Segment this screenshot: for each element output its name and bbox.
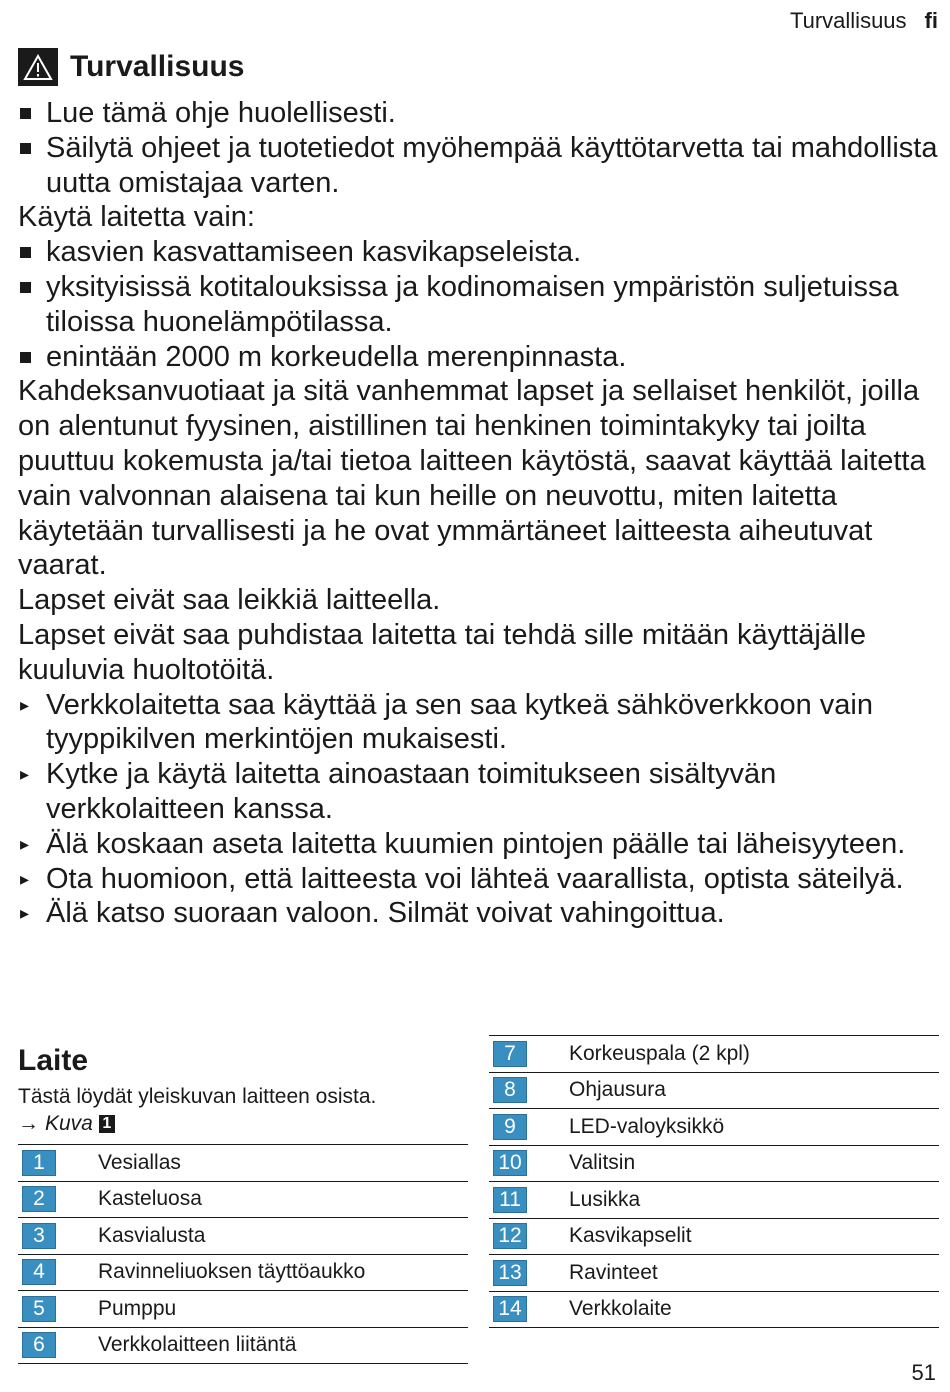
part-number-badge: 5	[22, 1296, 56, 1322]
table-row	[489, 1255, 939, 1292]
list-item: Säilytä ohjeet ja tuotetiedot myöhempää käyttötarvetta tai mahdollista uutta omistajaa varten.	[18, 131, 938, 201]
part-name: Verkkolaitteen liitäntä	[98, 1333, 297, 1357]
triangle-bullet-icon: ▸	[20, 694, 30, 715]
square-bullet-icon	[20, 143, 31, 154]
part-name: Verkkolaite	[569, 1297, 672, 1321]
table-row	[489, 1072, 939, 1109]
figure-reference	[18, 1112, 468, 1136]
list-item: ▸ Älä katso suoraan valoon. Silmät voivat vahingoittua.	[20, 897, 725, 930]
figure-label: Kuva	[45, 1112, 93, 1135]
part-name: Pumppu	[98, 1296, 177, 1320]
list-item: ▸ Ota huomioon, että laitteesta voi lähteä vaarallista, optista säteilyä.	[20, 862, 904, 895]
part-name: Ravinneliuoksen täyttöaukko	[98, 1260, 366, 1284]
part-name: Valitsin	[569, 1151, 636, 1175]
part-number-badge: 2	[22, 1186, 56, 1212]
list-item: kasvien kasvattamiseen kasvikapseleista.	[18, 235, 938, 270]
table-row	[18, 1291, 468, 1328]
list-item: ▸ Verkkolaitetta saa käyttää ja sen saa kytkeä sähköverkkoon vain tyyppikilven merkintöjen mukaisesti.	[20, 688, 873, 756]
use-intro: Käytä laitetta vain:	[18, 201, 255, 234]
part-number-badge: 11	[493, 1187, 527, 1213]
triangle-bullet-icon: ▸	[20, 833, 30, 854]
triangle-bullet-icon: ▸	[20, 868, 30, 889]
part-number-badge: 8	[493, 1077, 527, 1103]
square-bullet-icon	[20, 282, 31, 293]
safety-actions	[18, 688, 938, 932]
part-number-badge: 13	[493, 1260, 527, 1286]
table-row	[489, 1145, 939, 1182]
square-bullet-icon	[20, 352, 31, 363]
part-number-badge: 10	[493, 1150, 527, 1176]
no-clean-paragraph: Lapset eivät saa puhdistaa laitetta tai tehdä sille mitään käyttäjälle kuuluvia huoltotöitä.	[18, 618, 866, 686]
list-item: ▸ Älä koskaan aseta laitetta kuumien pintojen päälle tai läheisyyteen.	[20, 827, 906, 860]
table-row	[18, 1218, 468, 1255]
table-row	[489, 1218, 939, 1255]
table-row	[18, 1327, 468, 1364]
part-number-badge: 1	[22, 1150, 56, 1176]
list-item: enintään 2000 m korkeudella merenpinnasta.	[18, 340, 938, 375]
safety-body	[18, 96, 938, 931]
list-item: yksityisissä kotitalouksissa ja kodinomaisen ympäristön suljetuissa tiloissa huonelämpötilassa.	[18, 270, 938, 340]
language-code: fi	[924, 8, 938, 33]
square-bullet-icon	[20, 108, 31, 119]
part-name: Ravinteet	[569, 1260, 658, 1284]
part-number-badge: 7	[493, 1041, 527, 1067]
part-name: LED-valoyksikkö	[569, 1114, 725, 1138]
part-number-badge: 4	[22, 1259, 56, 1285]
part-number-badge: 6	[22, 1332, 56, 1358]
part-name: Vesiallas	[98, 1150, 181, 1174]
triangle-bullet-icon: ▸	[20, 903, 30, 924]
general-instructions	[18, 96, 938, 200]
safety-heading	[18, 48, 245, 86]
device-parts-right	[489, 1035, 939, 1328]
running-header	[790, 8, 938, 34]
no-play-paragraph: Lapset eivät saa leikkiä laitteella.	[18, 584, 441, 617]
list-item: Lue tämä ohje huolellisesti.	[18, 96, 938, 131]
arrow-icon: →	[18, 1112, 39, 1135]
table-row	[489, 1182, 939, 1219]
parts-table-left	[18, 1144, 468, 1364]
table-row	[489, 1291, 939, 1328]
device-title: Laite	[18, 1044, 89, 1077]
intended-use-list	[18, 235, 938, 374]
part-name: Lusikka	[569, 1187, 641, 1211]
table-row	[489, 1109, 939, 1146]
part-number-badge: 9	[493, 1114, 527, 1140]
list-item: ▸ Kytke ja käytä laitetta ainoastaan toimitukseen sisältyvän verkkolaitteen kanssa.	[20, 758, 777, 825]
children-paragraph: Kahdeksanvuotiaat ja sitä vanhemmat lapset ja sellaiset henkilöt, joilla on alentunut fyysinen, aistillinen tai henkinen toimintakyky tai joilta puuttuu kokemusta ja/tai tietoa laitteen käytöstä, saavat käyttää laitetta vain valvonnan alaisena tai kun heille on neuvottu, miten laitetta käytetään turvallisesti ja he ovat ymmärtäneet laitteesta aiheutuvat vaarat.	[18, 375, 926, 582]
device-description: Tästä löydät yleiskuvan laitteen osista.	[18, 1085, 377, 1108]
table-row	[18, 1181, 468, 1218]
square-bullet-icon	[20, 247, 31, 258]
triangle-bullet-icon: ▸	[20, 764, 30, 785]
part-number-badge: 12	[493, 1223, 527, 1249]
part-name: Kasvialusta	[98, 1223, 206, 1247]
table-row	[18, 1145, 468, 1182]
page-title: Turvallisuus	[70, 50, 245, 83]
table-row	[489, 1036, 939, 1073]
part-name: Ohjausura	[569, 1078, 666, 1102]
table-row	[18, 1254, 468, 1291]
part-name: Korkeuspala (2 kpl)	[569, 1041, 750, 1065]
part-number-badge: 3	[22, 1223, 56, 1249]
parts-table-right	[489, 1035, 939, 1328]
warning-triangle-icon	[18, 48, 58, 86]
part-name: Kasvikapselit	[569, 1224, 692, 1248]
part-number-badge: 14	[493, 1296, 527, 1322]
figure-number: 1	[99, 1115, 115, 1133]
part-name: Kasteluosa	[98, 1187, 202, 1211]
device-section	[18, 1044, 468, 1364]
running-header-section: Turvallisuus	[789, 8, 907, 33]
page-number: 51	[911, 1360, 936, 1385]
